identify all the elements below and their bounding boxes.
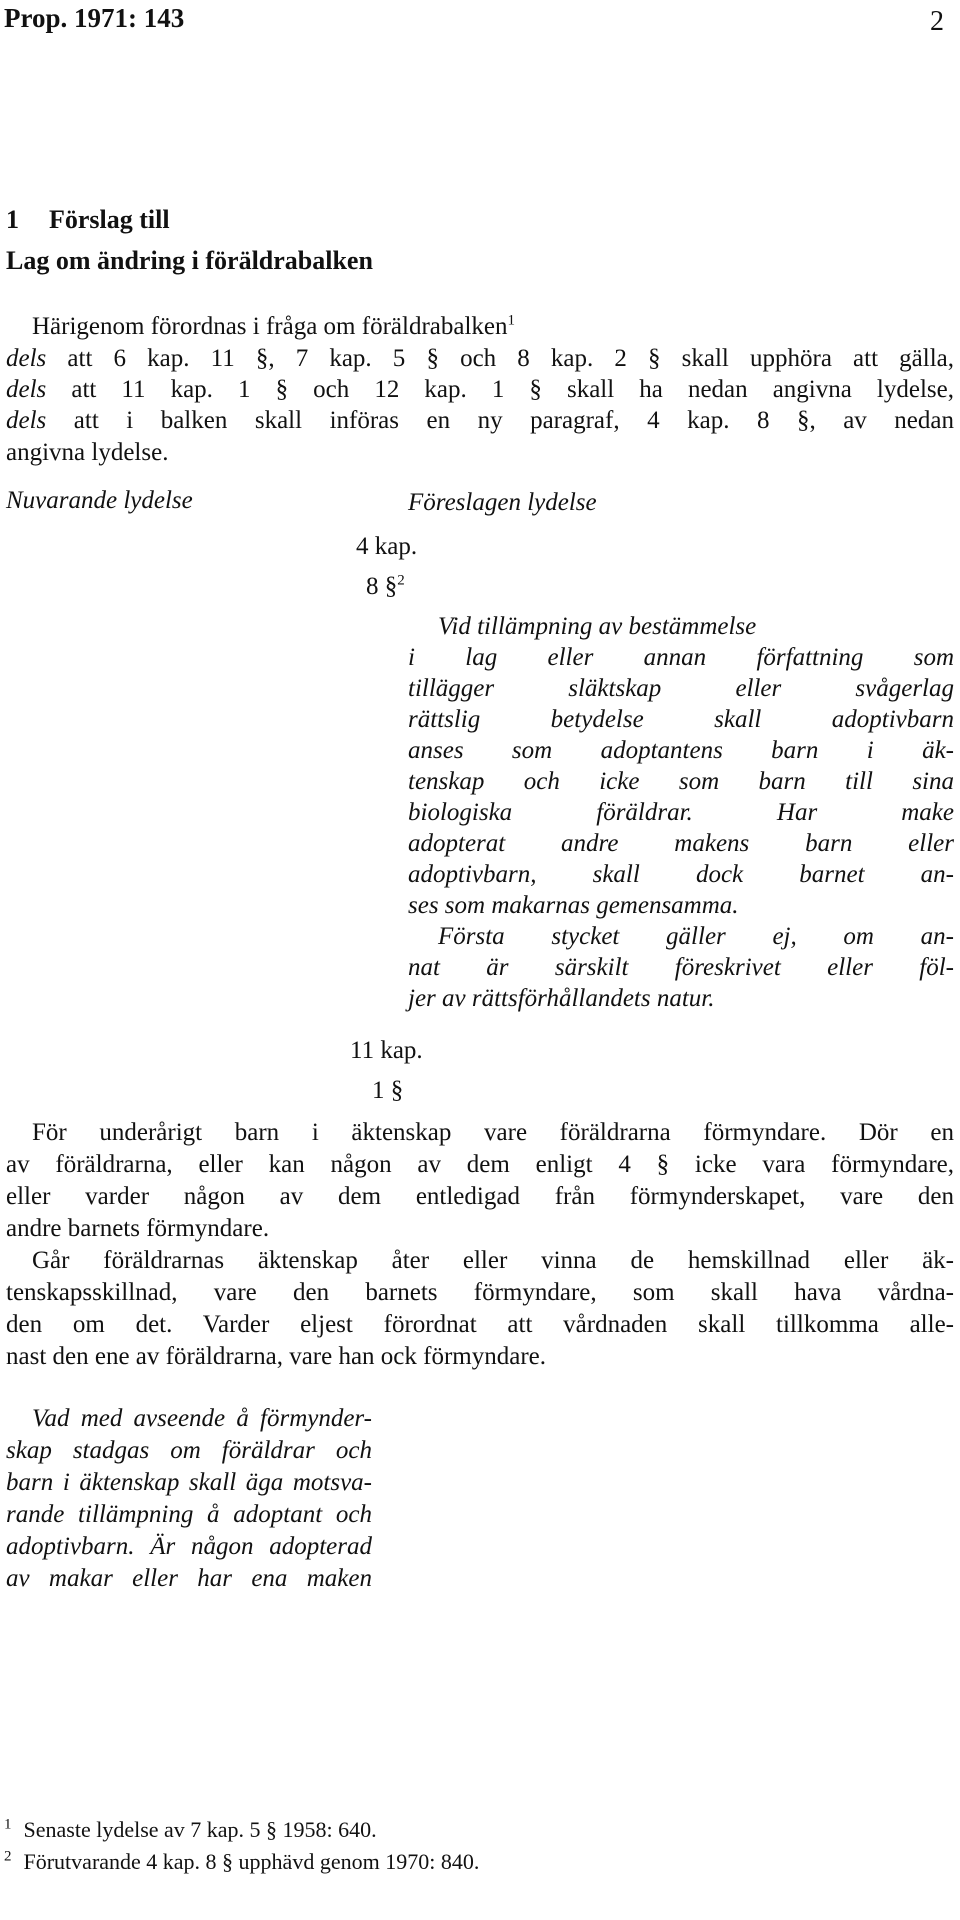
current-line: rande tillämpning å adoptant och — [6, 1501, 372, 1528]
proposed-line: biologiska föräldrar. Har make — [408, 799, 954, 826]
proposed-line: tillägger släktskap eller svågerlag — [408, 675, 954, 702]
footnote: $^2$ Förutvarande 4 kap. 8 § upphävd genom 1970: 840. — [4, 1848, 480, 1874]
current-line: skap stadgas om föräldrar och — [6, 1437, 372, 1464]
footnote-mark: 1 — [4, 1816, 12, 1833]
footnote: $^1$ Senaste lydelse av 7 kap. 5 § 1958: 640. — [4, 1816, 377, 1842]
body-line: Går föräldrarnas äktenskap åter eller vinna de hemskillnad eller äk- — [32, 1247, 954, 1274]
proposed-line: Första stycket gäller ej, om an- — [438, 923, 954, 950]
body-line: av föräldrarna, eller kan någon av dem enligt 4 § icke vara förmyndare, — [6, 1151, 954, 1178]
footnote-mark: 2 — [4, 1848, 12, 1865]
intro-line: dels att 6 kap. 11 §, 7 kap. 5 § och 8 kap. 2 § skall upphöra att gälla, — [6, 345, 954, 372]
proposed-line: i lag eller annan författning som — [408, 644, 954, 671]
intro-line: angivna lydelse. — [6, 439, 169, 466]
proposal-number: 1 — [6, 205, 19, 234]
footnote-ref: 2 — [397, 572, 405, 589]
proposed-line: nat är särskilt föreskrivet eller föl- — [408, 954, 954, 981]
proposed-line: Vid tillämpning av bestämmelse — [438, 613, 757, 640]
proposed-line: adoptivbarn, skall dock barnet an- — [408, 861, 954, 888]
current-line: Vad med avseende å förmynder- — [32, 1405, 372, 1432]
chapter-11-label: 11 kap. — [350, 1037, 423, 1064]
current-line: av makar eller har ena maken — [6, 1565, 372, 1592]
body-line: tenskapsskillnad, vare den barnets förmyndare, som skall hava vårdna- — [6, 1279, 954, 1306]
body-line: den om det. Varder eljest förordnat att vårdnaden skall tillkomma alle- — [6, 1311, 954, 1338]
intro-line: dels att 11 kap. 1 § och 12 kap. 1 § skall ha nedan angivna lydelse, — [6, 376, 954, 403]
body-line: nast den ene av föräldrarna, vare han ock förmyndare. — [6, 1343, 547, 1370]
right-column-heading: Föreslagen lydelse — [408, 489, 597, 516]
proposed-line: ses som makarnas gemensamma. — [408, 892, 739, 919]
prop-reference: Prop. 1971: 143 — [4, 3, 185, 33]
current-line: barn i äktenskap skall äga motsva- — [6, 1469, 372, 1496]
proposal-heading — [6, 204, 170, 236]
body-line: För underårigt barn i äktenskap vare föräldrarna förmyndare. Dör en — [32, 1119, 954, 1146]
proposed-line: tenskap och icke som barn till sina — [408, 768, 954, 795]
page-number: 2 — [930, 6, 944, 37]
current-line: adoptivbarn. Är någon adopterad — [6, 1533, 372, 1560]
proposed-line: adopterat andre makens barn eller — [408, 830, 954, 857]
chapter-4-label: 4 kap. — [356, 533, 418, 560]
proposal-heading-text: Förslag till — [49, 205, 170, 234]
proposed-line: anses som adoptantens barn i äk- — [408, 737, 954, 764]
left-column-heading: Nuvarande lydelse — [6, 487, 193, 514]
paragraph-8-label: 8 §$^2$ — [366, 572, 405, 600]
proposed-line: jer av rättsförhållandets natur. — [408, 985, 715, 1012]
body-line: andre barnets förmyndare. — [6, 1215, 270, 1242]
intro-line: Härigenom förordnas i fråga om föräldrabalken$^1$ — [32, 312, 516, 340]
paragraph-1-label: 1 § — [372, 1077, 404, 1104]
intro-line: dels att i balken skall införas en ny paragraf, 4 kap. 8 §, av nedan — [6, 407, 954, 434]
law-title: Lag om ändring i föräldrabalken — [6, 246, 373, 275]
footnote-ref: 1 — [507, 312, 516, 329]
body-line: eller varder någon av dem entledigad från förmynderskapet, vare den — [6, 1183, 954, 1210]
proposed-line: rättslig betydelse skall adoptivbarn — [408, 706, 954, 733]
